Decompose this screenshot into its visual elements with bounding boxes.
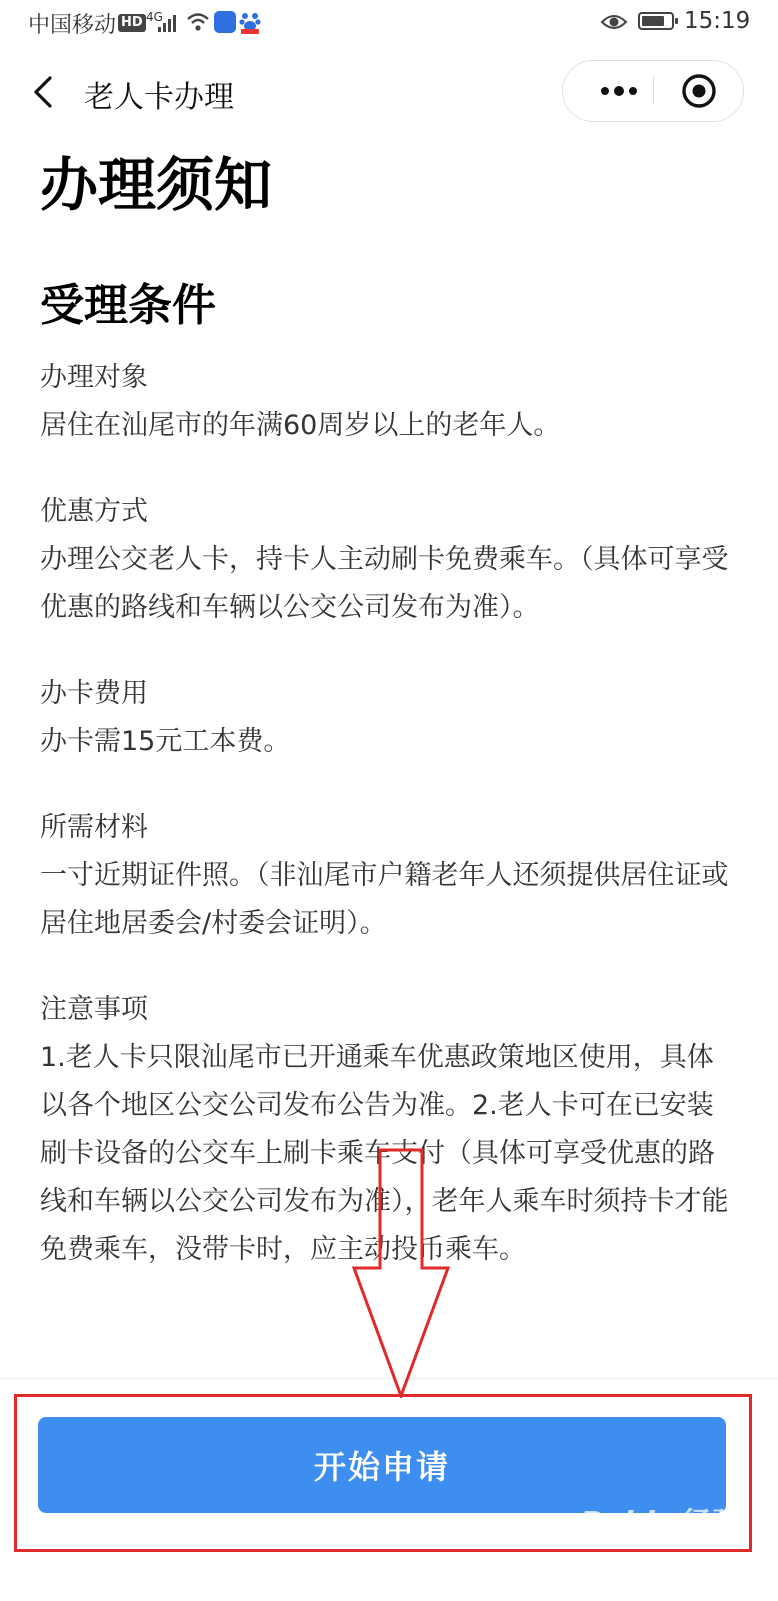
notice-content [40, 140, 740, 1274]
section-materials [40, 804, 740, 948]
page-title: 办理须知 [40, 151, 273, 219]
signal-icon [158, 14, 178, 32]
battery-icon [638, 12, 674, 30]
close-mini-program-icon[interactable] [667, 61, 741, 121]
section-title: 受理条件 [40, 280, 216, 331]
section-label: 办卡费用 [40, 678, 148, 709]
back-arrow-icon[interactable] [26, 72, 66, 112]
section-body: 办卡需15元工本费。 [40, 726, 291, 757]
capsule-divider [653, 77, 654, 105]
section-body: 办理公交老人卡，持卡人主动刷卡免费乘车。（具体可享受优惠的路线和车辆以公交公司发布为准）。 [40, 544, 729, 623]
watermark: Baidu经验 [580, 1506, 737, 1541]
security-app-icon [214, 11, 236, 33]
section-label: 所需材料 [40, 812, 148, 843]
hd-badge: HD [118, 14, 146, 32]
nav-title: 老人卡办理 [84, 80, 234, 115]
section-label: 注意事项 [40, 994, 148, 1025]
eye-icon [600, 12, 628, 32]
wifi-icon [186, 12, 210, 32]
clock: 15:19 [684, 8, 751, 34]
section-fee [40, 670, 740, 766]
nav-bar [0, 58, 778, 128]
mini-program-capsule [562, 60, 744, 122]
section-label: 优惠方式 [40, 496, 148, 527]
section-body: 居住在汕尾市的年满60周岁以上的老年人。 [40, 410, 561, 441]
section-benefit [40, 488, 740, 632]
section-body: 一寸近期证件照。（非汕尾市户籍老年人还须提供居住证或居住地居委会/村委会证明）。 [40, 860, 729, 939]
annotation-arrow-icon [350, 1148, 450, 1398]
section-body: 1.老人卡只限汕尾市已开通乘车优惠政策地区使用，具体以各个地区公交公司发布公告为准。2.老人卡可在已安装刷卡设备的公交车上刷卡乘车支付（具体可享受优惠的路线和车辆以公交公司发布为准），老年人乘车时须持卡才能免费乘车，没带卡时，应主动投币乘车。 [40, 1042, 729, 1265]
carrier-name: 中国移动 [28, 13, 117, 38]
more-menu-icon[interactable] [577, 61, 651, 121]
network-type: 4G [146, 10, 163, 24]
status-bar [0, 0, 778, 48]
section-eligibility [40, 354, 740, 450]
section-label: 办理对象 [40, 362, 148, 393]
start-application-button[interactable]: 开始申请 [38, 1417, 726, 1513]
baidu-paw-icon [238, 10, 262, 34]
